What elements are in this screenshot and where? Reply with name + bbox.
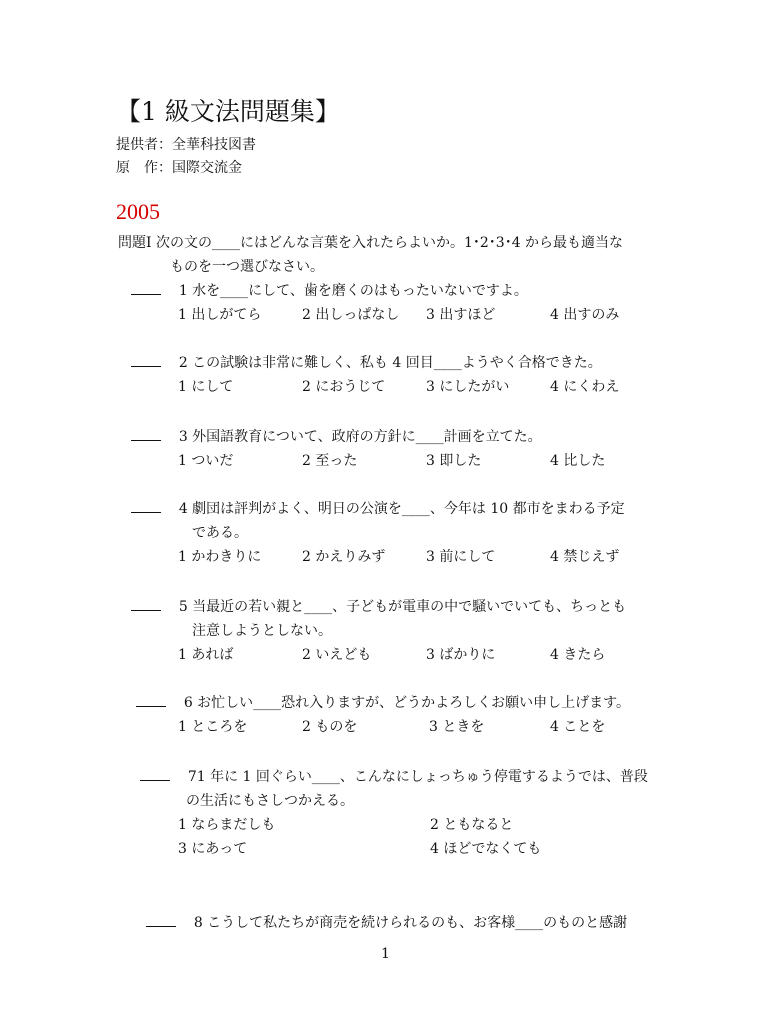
option[interactable]: 4 出すのみ <box>550 307 620 323</box>
option[interactable]: 2 におうじて <box>302 379 386 395</box>
question-text: 8 こうして私たちが商売を続けられるのも、お客様____のものと感謝 <box>193 915 628 931</box>
option[interactable]: 4 禁じえず <box>550 549 620 565</box>
instruction-line-1: 問題Ⅰ 次の文の____にはどんな言葉を入れたらよいか。1･2･3･4 から最も適当な <box>118 235 624 251</box>
option[interactable]: 3 前にして <box>426 549 496 565</box>
option[interactable]: 1 あれば <box>178 647 234 663</box>
question-text: 5 当最近の若い親と____、子どもが電車の中で騒いでいても、ちっとも <box>178 599 627 615</box>
question-text: 6 お忙しい____恐れ入りますが、どうかよろしくお願い申し上げます。 <box>183 695 631 711</box>
option[interactable]: 4 きたら <box>550 647 606 663</box>
question-text: 71 年に 1 回ぐらい____、こんなにしょっちゅう停電するようでは、普段 <box>187 769 648 785</box>
question-5-continuation: 注意しようとしない。 <box>192 623 332 639</box>
answer-blank[interactable] <box>136 694 166 707</box>
option[interactable]: 3 ばかりに <box>426 647 496 663</box>
option[interactable]: 1 ならまだしも <box>178 817 276 833</box>
option[interactable]: 1 ついだ <box>178 453 234 469</box>
option[interactable]: 1 にして <box>178 379 234 395</box>
option[interactable]: 2 出しっぱなし <box>302 307 400 323</box>
option[interactable]: 2 ともなると <box>430 817 514 833</box>
option[interactable]: 1 出しがてら <box>178 307 262 323</box>
document-title: 【1 級文法問題集】 <box>116 97 340 126</box>
question-4 <box>131 498 625 518</box>
page-number: 1 <box>381 946 390 962</box>
option[interactable]: 4 ほどでなくても <box>430 841 542 857</box>
answer-blank[interactable] <box>131 354 161 367</box>
option[interactable]: 4 にくわえ <box>550 379 620 395</box>
answer-blank[interactable] <box>131 282 161 295</box>
option[interactable]: 3 にしたがい <box>426 379 510 395</box>
option[interactable]: 4 比した <box>550 453 606 469</box>
question-text: 1 水を____にして、歯を磨くのはもったいないですよ。 <box>178 283 528 299</box>
option[interactable]: 2 至った <box>302 453 358 469</box>
question-5 <box>131 596 626 616</box>
option[interactable]: 3 ときを <box>429 719 485 735</box>
question-6 <box>136 692 630 712</box>
option[interactable]: 3 出すほど <box>426 307 496 323</box>
question-4-continuation: である。 <box>192 525 248 541</box>
question-3 <box>131 426 542 446</box>
question-2 <box>131 352 602 372</box>
year-heading: 2005 <box>116 199 160 224</box>
option[interactable]: 2 いえども <box>302 647 372 663</box>
answer-blank[interactable] <box>131 598 161 611</box>
question-7 <box>140 766 648 786</box>
question-text: 3 外国語教育について、政府の方針に____計画を立てた。 <box>178 429 542 445</box>
question-text: 2 この試験は非常に難しく、私も 4 回目____ようやく合格できた。 <box>178 355 602 371</box>
question-1 <box>131 280 528 300</box>
option[interactable]: 2 ものを <box>302 719 358 735</box>
option[interactable]: 1 かわきりに <box>178 549 262 565</box>
question-7-continuation: の生活にもさしつかえる。 <box>186 793 354 809</box>
answer-blank[interactable] <box>140 768 170 781</box>
instruction-line-2: ものを一つ選びなさい。 <box>170 259 324 275</box>
provider-line: 提供者：全華科技図書 <box>116 137 256 153</box>
question-text: 4 劇団は評判がよく、明日の公演を____、今年は 10 都市をまわる予定 <box>178 501 625 517</box>
answer-blank[interactable] <box>146 914 176 927</box>
original-author-line: 原 作：国際交流金 <box>116 160 242 176</box>
question-8 <box>146 912 627 932</box>
option[interactable]: 1 ところを <box>178 719 248 735</box>
answer-blank[interactable] <box>131 500 161 513</box>
option[interactable]: 3 即した <box>426 453 482 469</box>
answer-blank[interactable] <box>131 428 161 441</box>
option[interactable]: 3 にあって <box>178 841 248 857</box>
option[interactable]: 4 ことを <box>550 719 606 735</box>
option[interactable]: 2 かえりみず <box>302 549 386 565</box>
